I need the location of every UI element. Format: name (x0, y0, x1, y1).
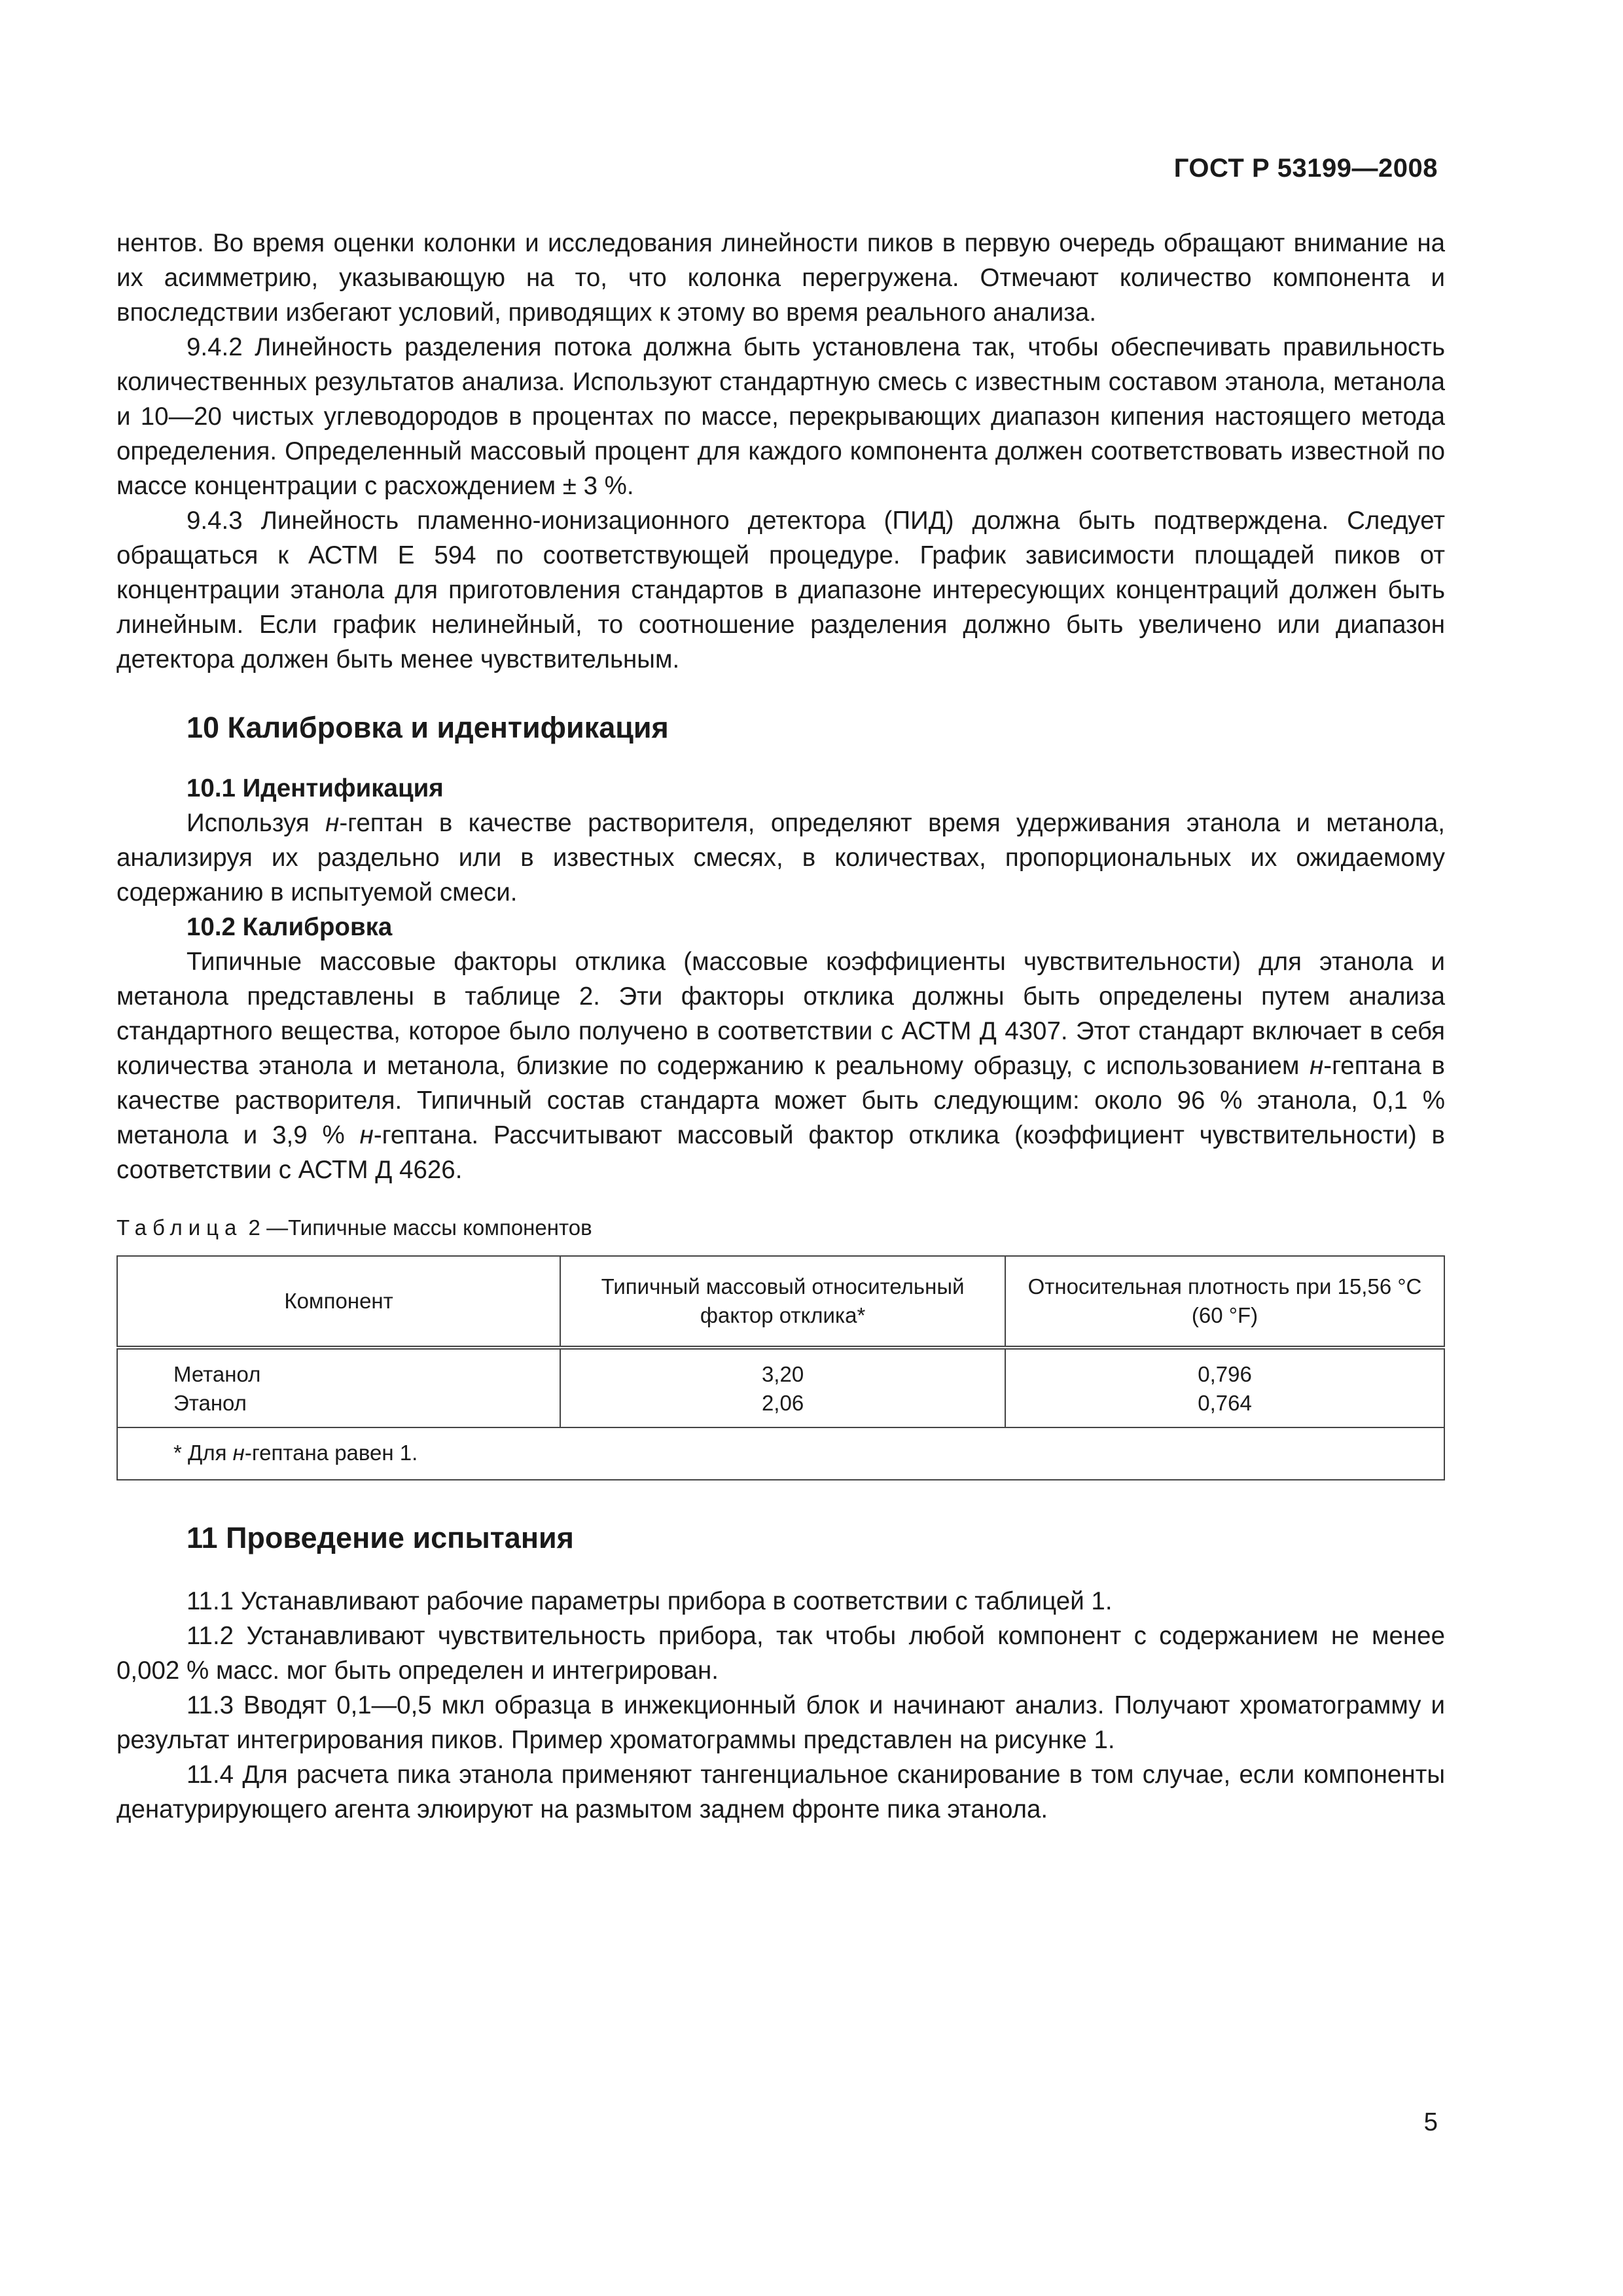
table-2 (116, 1255, 1445, 1480)
table-footnote-row (117, 1427, 1444, 1480)
table-header-component: Компонент (117, 1256, 560, 1348)
paragraph-9-4-2: 9.4.2 Линейность разделения потока должна быть установлена так, чтобы обеспечивать правильность количественных результатов анализа. Используют стандартную смесь с известным составом этанола, метанола и 10—20 чистых углеводородов в процентах по массе, перекрывающих диапазон кипения настоящего метода определения. Определенный массовый процент для каждого компонента должен соответствовать известной по массе концентрации с расхождением ± 3 %. (116, 333, 1445, 500)
table-cell-densities: 0,796 0,764 (1005, 1348, 1444, 1427)
table-cell-factors: 3,20 2,06 (560, 1348, 1005, 1427)
section-11-heading: 11 Проведение испытания (187, 1521, 574, 1554)
table-cell-components: Метанол Этанол (117, 1348, 560, 1427)
paragraph-11-2: 11.2 Устанавливают чувствительность прибора, так чтобы любой компонент с содержанием не менее 0,002 % масс. мог быть определен и интегрирован. (116, 1622, 1445, 1685)
paragraph-10-1: Используя н-гептан в качестве растворителя, определяют время удерживания этанола и метанола, анализируя их раздельно или в известных смесях, в количествах, пропорциональных их ожидаемому содержанию в испытуемой смеси. (116, 809, 1445, 906)
paragraph-11-3: 11.3 Вводят 0,1—0,5 мкл образца в инжекционный блок и начинают анализ. Получают хроматограмму и результат интегрирования пиков. Пример хроматограммы представлен на рисунке 1. (116, 1691, 1445, 1754)
document-header: ГОСТ Р 53199—2008 (1173, 154, 1438, 183)
paragraph-9-4-3: 9.4.3 Линейность пламенно-ионизационного детектора (ПИД) должна быть подтверждена. Следует обращаться к АСТМ Е 594 по соответствующей процедуре. График зависимости площадей пиков от концентрации этанола для приготовления стандартов в диапазоне интересующих концентраций должен быть линейным. Если график нелинейный, то соотношение разделения должно быть увеличено или диапазон детектора должен быть менее чувствительным. (116, 507, 1445, 673)
table-footnote: * Для н-гептана равен 1. (117, 1427, 1444, 1480)
table-row (117, 1348, 1444, 1427)
subsection-10-2-heading: 10.2 Калибровка (187, 913, 393, 941)
subsection-10-1-heading: 10.1 Идентификация (187, 774, 444, 802)
section-10-heading: 10 Калибровка и идентификация (187, 711, 669, 744)
table-header-density: Относительная плотность при 15,56 °С (60 °F) (1005, 1256, 1444, 1348)
paragraph-11-4: 11.4 Для расчета пика этанола применяют тангенциальное сканирование в том случае, если компоненты денатурирующего агента элюируют на размытом заднем фронте пика этанола. (116, 1761, 1445, 1823)
table-header-factor: Типичный массовый относительный фактор отклика* (560, 1256, 1005, 1348)
paragraph-11-1: 11.1 Устанавливают рабочие параметры прибора в соответствии с таблицей 1. (187, 1587, 1113, 1615)
paragraph-10-2: Типичные массовые факторы отклика (массовые коэффициенты чувствительности) для этанола и метанола представлены в таблице 2. Эти факторы отклика должны быть определены путем анализа стандартного вещества, которое было получено в соответствии с АСТМ Д 4307. Этот стандарт включает в себя количества этанола и метанола, близкие по содержанию к реальному образцу, с использованием н-гептана в качестве растворителя. Типичный состав стандарта может быть следующим: около 96 % этанола, 0,1 % метанола и 3,9 % н-гептана. Рассчитывают массовый фактор отклика (коэффициент чувствительности) в соответствии с АСТМ Д 4626. (116, 948, 1446, 1184)
table-caption: Таблица 2 —Типичные массы компонентов (116, 1215, 592, 1240)
page-content (116, 226, 1445, 1827)
paragraph-continuation: нентов. Во время оценки колонки и исследования линейности пиков в первую очередь обращают внимание на их асимметрию, указывающую на то, что колонка перегружена. Отмечают количество компонента и впоследствии избегают условий, приводящих к этому во время реального анализа. (116, 229, 1445, 327)
page-number: 5 (1423, 2108, 1438, 2136)
